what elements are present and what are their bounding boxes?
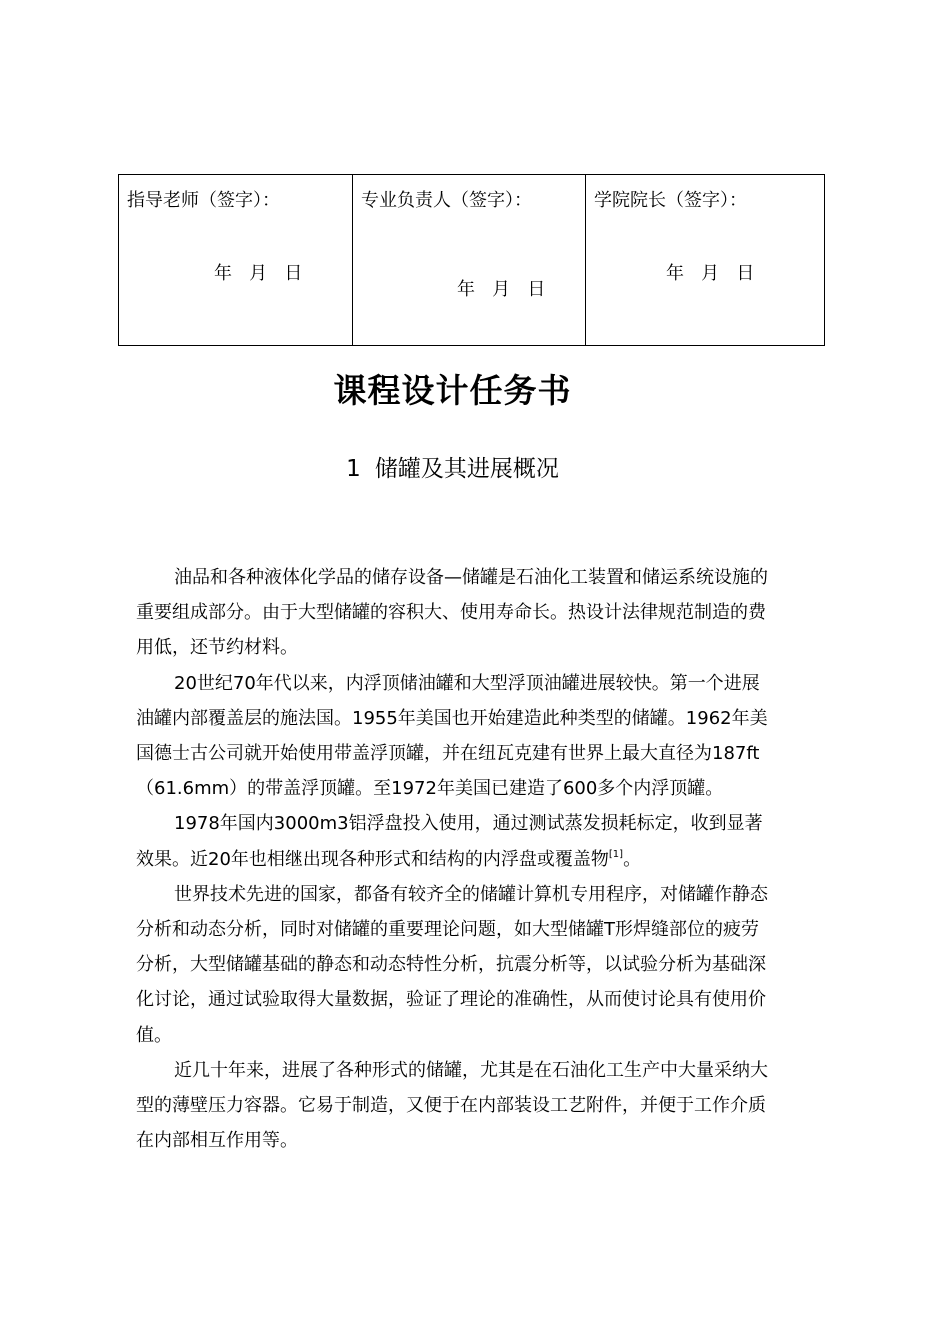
paragraph [136, 877, 776, 1053]
document-title: 课程设计任务书 [333, 371, 572, 410]
advisor-signature-cell [119, 175, 352, 345]
body-text [136, 560, 776, 1158]
advisor-signature-date: 年 月 日 [214, 263, 303, 284]
major-head-signature-date: 年 月 日 [457, 279, 546, 300]
paragraph [136, 666, 776, 807]
paragraph-tail: 。 [623, 848, 642, 870]
paragraph-text: 1978年国内3000m3铝浮盘投入使用，通过测试蒸发损耗标定，收到显著效果。近20年也相继出现各种形式和结构的内浮盘或覆盖物 [136, 813, 763, 870]
paragraph [136, 1053, 776, 1159]
section-heading [0, 450, 905, 483]
section-number: 1 [346, 456, 361, 482]
citation-ref[interactable]: [1] [608, 848, 624, 860]
paragraph-text: 近几十年来，进展了各种形式的储罐，尤其是在石油化工生产中大量采纳大型的薄壁压力容器。它易于制造，又便于在内部装设工艺附件，并便于工作介质在内部相互作用等。 [136, 1059, 768, 1152]
paragraph-text: 油品和各种液体化学品的储存设备—储罐是石油化工装置和储运系统设施的重要组成部分。由于大型储罐的容积大、使用寿命长。热设计法律规范制造的费用低，还节约材料。 [136, 567, 768, 659]
paragraph [136, 806, 776, 876]
paragraph-text: 世界技术先进的国家，都备有较齐全的储罐计算机专用程序，对储罐作静态分析和动态分析，同时对储罐的重要理论问题，如大型储罐T形焊缝部位的疲劳分析，大型储罐基础的静态和动态特性分析，抗震分析等，以试验分析为基础深化讨论，通过试验取得大量数据，验证了理论的准确性，从而使讨论具有使用价值。 [136, 883, 768, 1046]
dean-signature-cell [585, 175, 824, 345]
advisor-signature-label: 指导老师（签字）： [127, 190, 280, 211]
dean-signature-date: 年 月 日 [666, 263, 755, 284]
paragraph [136, 560, 776, 666]
major-head-signature-cell [352, 175, 585, 345]
dean-signature-label: 学院院长（签字）： [594, 190, 747, 211]
major-head-signature-label: 专业负责人（签字）： [361, 190, 532, 211]
paragraph-text: 20世纪70年代以来，内浮顶储油罐和大型浮顶油罐进展较快。第一个进展油罐内部覆盖层的施法国。1955年美国也开始建造此种类型的储罐。1962年美国德士古公司就开始使用带盖浮顶罐，并在纽瓦克建有世界上最大直径为187ft（61.6mm）的带盖浮顶罐。至1972年美国已建造了600多个内浮顶罐。 [136, 672, 768, 800]
section-title: 储罐及其进展概况 [374, 456, 559, 482]
signature-table [118, 174, 825, 346]
